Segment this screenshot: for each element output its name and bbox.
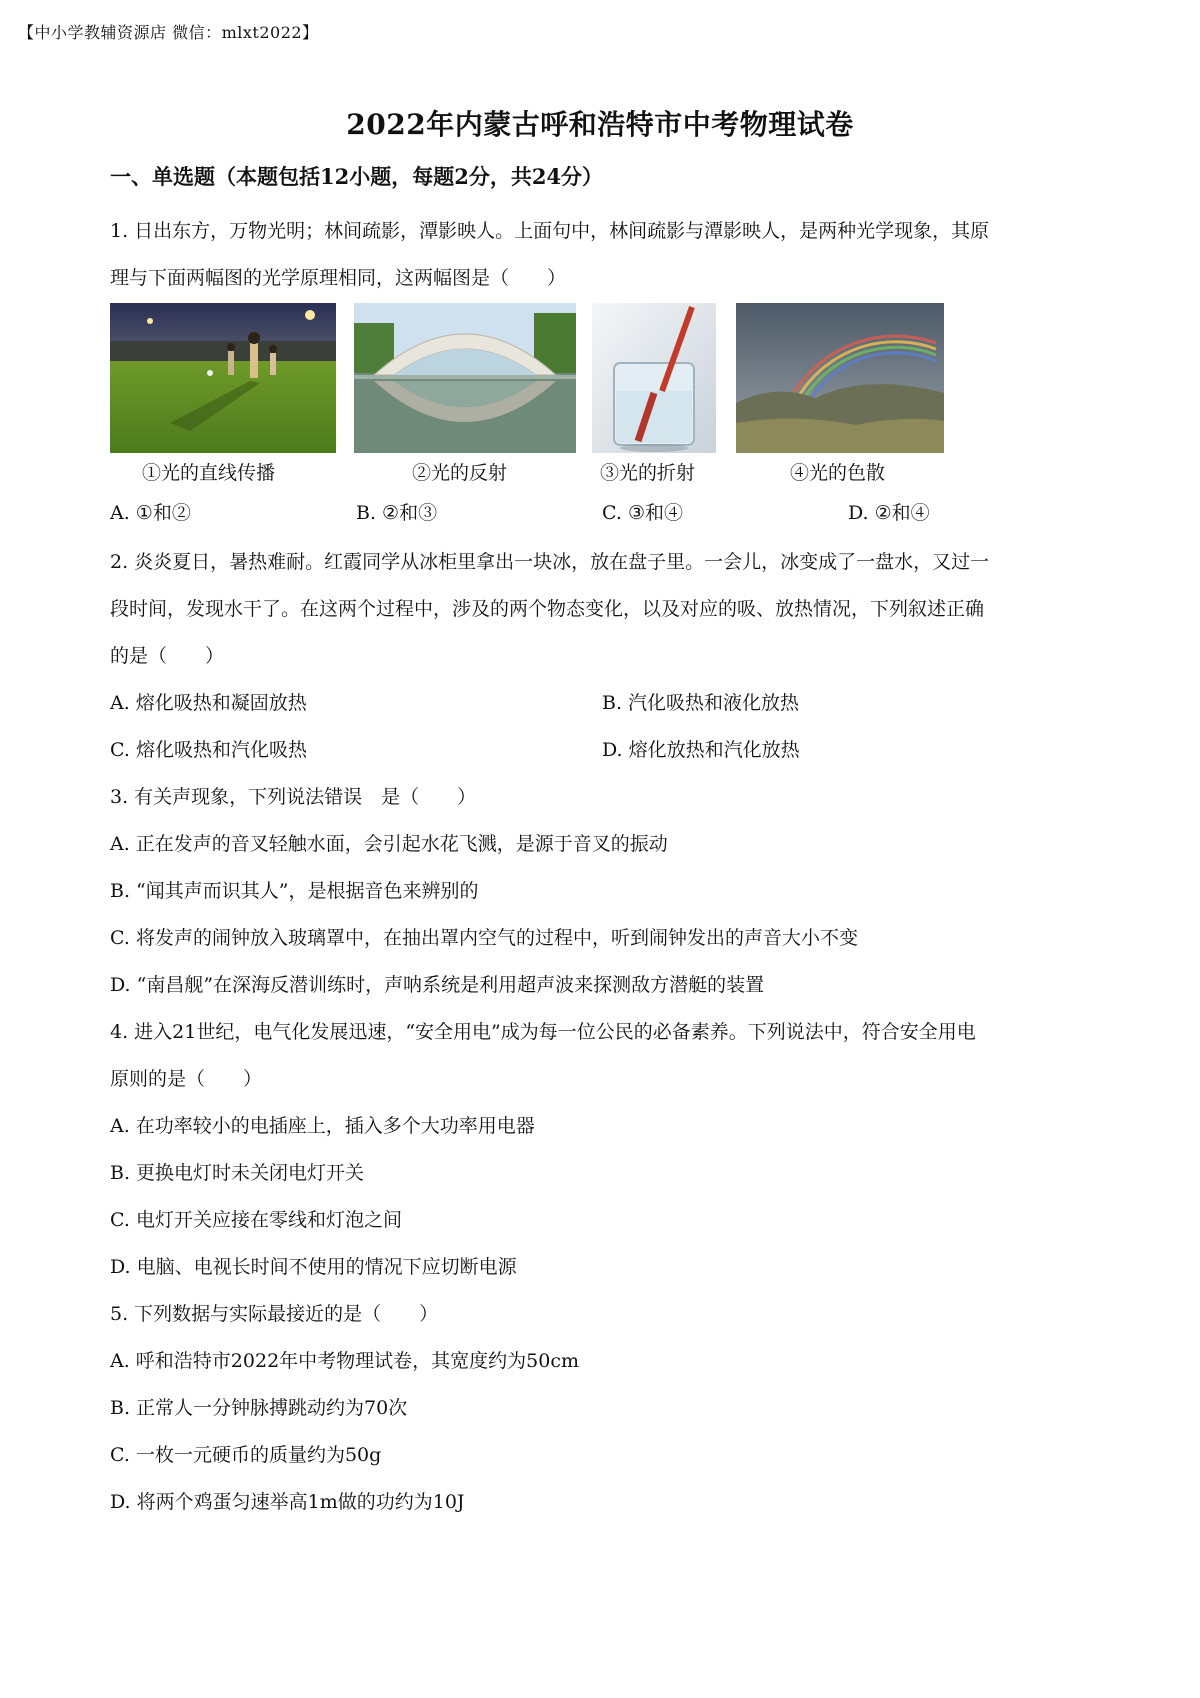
q2-option-c: C. 熔化吸热和汽化吸热	[110, 739, 307, 761]
q4-stem-line2: 原则的是（ ）	[110, 1068, 263, 1090]
q5-option-a: A. 呼和浩特市2022年中考物理试卷，其宽度约为50cm	[110, 1350, 579, 1372]
section-heading: 一、单选题（本题包括12小题，每题2分，共24分）	[110, 164, 604, 189]
q2-stem-line2: 段时间，发现水干了。在这两个过程中，涉及的两个物态变化，以及对应的吸、放热情况，下列叙述正确	[110, 598, 985, 620]
q3-stem: 3. 有关声现象，下列说法错误 是（ ）	[110, 786, 477, 808]
figure-caption-1: ①光的直线传播	[142, 462, 276, 484]
football-field-night-photo	[110, 303, 336, 453]
arch-bridge-reflection-photo	[354, 303, 576, 453]
page-title: 2022年内蒙古呼和浩特市中考物理试卷	[346, 108, 854, 141]
q2-stem-line1: 2. 炎炎夏日，暑热难耐。红霞同学从冰柜里拿出一块冰，放在盘子里。一会儿，冰变成了一盘水，又过一	[110, 551, 990, 573]
rainbow-photo	[736, 303, 944, 453]
q1-option-b: B. ②和③	[356, 502, 438, 524]
q4-stem-line1: 4. 进入21世纪，电气化发展迅速，“安全用电”成为每一位公民的必备素养。下列说法中，符合安全用电	[110, 1021, 976, 1043]
q4-option-b: B. 更换电灯时未关闭电灯开关	[110, 1162, 365, 1184]
q3-option-b: B. “闻其声而识其人”，是根据音色来辨别的	[110, 880, 479, 902]
q2-option-d: D. 熔化放热和汽化放热	[602, 739, 800, 761]
figure-caption-2: ②光的反射	[412, 462, 508, 484]
q1-stem-line2: 理与下面两幅图的光学原理相同，这两幅图是（ ）	[110, 267, 567, 289]
q5-option-d: D. 将两个鸡蛋匀速举高1m做的功约为10J	[110, 1491, 465, 1513]
q4-option-d: D. 电脑、电视长时间不使用的情况下应切断电源	[110, 1256, 517, 1278]
q1-option-a: A. ①和②	[110, 502, 191, 524]
q2-option-b: B. 汽化吸热和液化放热	[602, 692, 800, 714]
q5-option-b: B. 正常人一分钟脉搏跳动约为70次	[110, 1397, 408, 1419]
q3-option-a: A. 正在发声的音叉轻触水面，会引起水花飞溅，是源于音叉的振动	[110, 833, 668, 855]
q2-stem-line3: 的是（ ）	[110, 645, 225, 667]
q3-option-d: D. “南昌舰”在深海反潜训练时，声呐系统是利用超声波来探测敌方潜艇的装置	[110, 974, 765, 996]
q1-option-d: D. ②和④	[848, 502, 930, 524]
pencil-in-glass-photo	[592, 303, 716, 453]
q2-option-a: A. 熔化吸热和凝固放热	[110, 692, 307, 714]
q4-option-c: C. 电灯开关应接在零线和灯泡之间	[110, 1209, 402, 1231]
q5-option-c: C. 一枚一元硬币的质量约为50g	[110, 1444, 382, 1466]
q1-option-c: C. ③和④	[602, 502, 683, 524]
q4-option-a: A. 在功率较小的电插座上，插入多个大功率用电器	[110, 1115, 535, 1137]
figure-caption-3: ③光的折射	[600, 462, 696, 484]
watermark-text: 【中小学教辅资源店 微信：mlxt2022】	[18, 23, 319, 42]
q5-stem: 5. 下列数据与实际最接近的是（ ）	[110, 1303, 439, 1325]
q1-stem-line1: 1. 日出东方，万物光明；林间疏影，潭影映人。上面句中，林间疏影与潭影映人，是两种光学现象，其原	[110, 220, 990, 242]
q3-option-c: C. 将发声的闹钟放入玻璃罩中，在抽出罩内空气的过程中，听到闹钟发出的声音大小不变	[110, 927, 858, 949]
figure-caption-4: ④光的色散	[790, 462, 886, 484]
